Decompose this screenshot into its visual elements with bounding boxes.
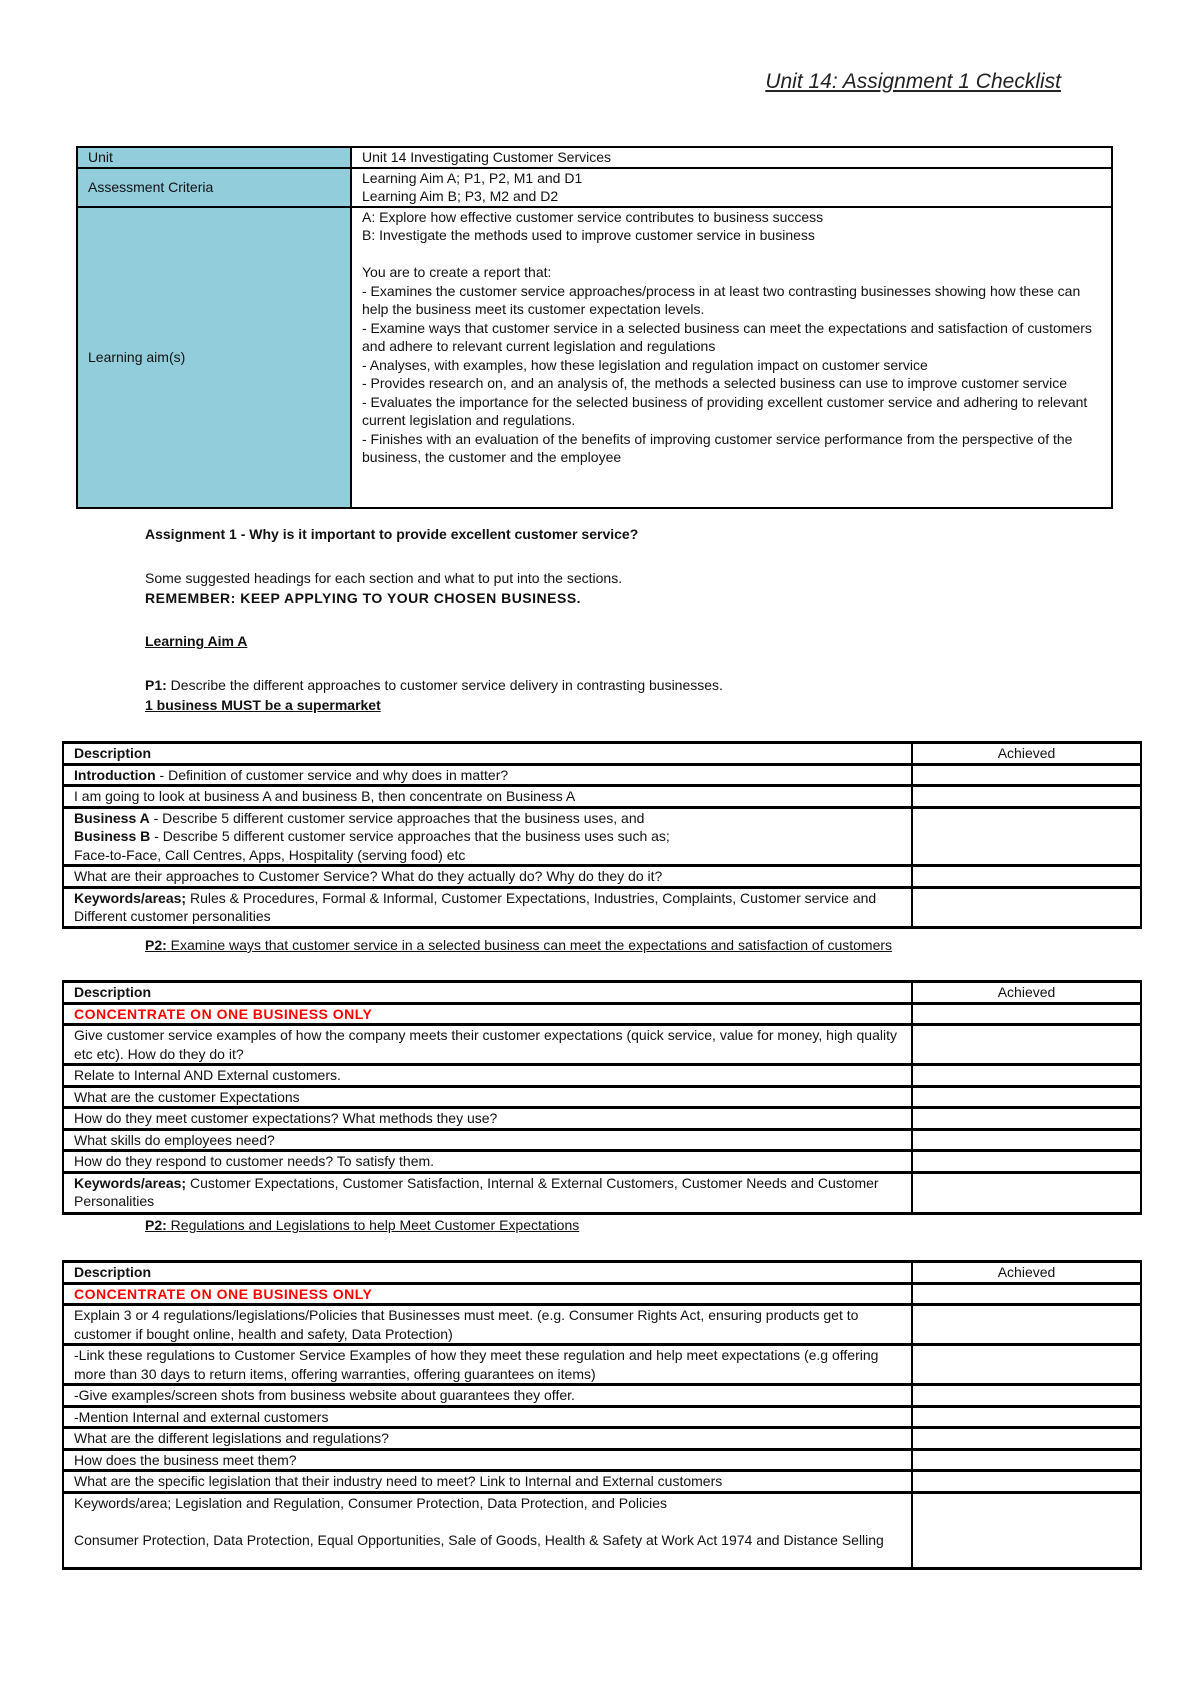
table-row <box>63 1086 1141 1108</box>
row-text: How does the business meet them? <box>74 1451 297 1468</box>
table-row <box>63 1345 1141 1385</box>
achieved-checkbox-cell[interactable] <box>912 866 1141 888</box>
row-text: Relate to Internal AND External customers. <box>74 1067 341 1083</box>
achieved-checkbox-cell[interactable] <box>912 1151 1141 1173</box>
achieved-header: Achieved <box>912 982 1141 1004</box>
row-description <box>63 1108 912 1130</box>
row-text: Keywords/area; Legislation and Regulation, Consumer Protection, Data Protection, and Policies Consumer Protection, Data Protection, Equal Opportunities, Sale of Goods, Health & Safety at Work Act 1974 and Distance Selling <box>74 1494 884 1548</box>
table-header-row <box>63 982 1141 1004</box>
remember-text: REMEMBER: KEEP APPLYING TO YOUR CHOSEN BUSINESS. <box>145 590 582 606</box>
row-bold-label: Keywords/areas; <box>74 889 187 906</box>
aims-line <box>362 245 1101 264</box>
table-row <box>63 1385 1141 1407</box>
row-text: - Definition of customer service and why does in matter? <box>155 766 509 783</box>
row-text: - Describe 5 different customer service approaches that the business uses, and <box>153 809 645 826</box>
row-description <box>63 1345 912 1385</box>
row-text: How do they respond to customer needs? To satisfy them. <box>74 1153 435 1169</box>
row-text: What are their approaches to Customer Service? What do they actually do? Why do they do it? <box>74 868 663 884</box>
aims-line: - Evaluates the importance for the selected business of providing excellent customer service and adhering to relevant current legislation and regulations. <box>362 393 1088 428</box>
unit-value: Unit 14 Investigating Customer Services <box>351 147 1112 168</box>
row-text: How do they meet customer expectations? What methods they use? <box>74 1110 498 1126</box>
p2-regulations-heading <box>145 1216 579 1235</box>
unit-row <box>77 147 1112 168</box>
criteria-label: Assessment Criteria <box>77 168 351 207</box>
row-text: Give customer service examples of how the company meets their customer expectations (quick service, value for money, high quality etc etc). How do they do it? <box>74 1027 897 1062</box>
table-row <box>63 1129 1141 1151</box>
row-text: What are the different legislations and regulations? <box>74 1430 389 1446</box>
criteria-row <box>77 168 1112 207</box>
aims-row <box>77 207 1112 508</box>
unit-info-table <box>76 146 1113 509</box>
row-text: Customer Expectations, Customer Satisfaction, Internal & External Customers, Customer Needs and Customer Personalities <box>74 1174 879 1209</box>
p2-heading <box>145 936 892 955</box>
table-row <box>63 1172 1141 1213</box>
achieved-header: Achieved <box>912 743 1141 765</box>
row-text: Rules & Procedures, Formal & Informal, Customer Expectations, Industries, Complaints, Customer service and Different customer personalities <box>74 889 877 924</box>
assignment-heading-bold: Assignment 1 <box>145 526 237 542</box>
description-header: Description <box>63 1262 912 1284</box>
row-description <box>63 1283 912 1305</box>
row-description <box>63 1428 912 1450</box>
aims-line: A: Explore how effective customer service contributes to business success <box>362 208 824 225</box>
row-text: -Link these regulations to Customer Service Examples of how they meet these regulation and help meet expectations (e.g offering more than 30 days to return items, offering warranties, offering guarantees on items) <box>74 1347 879 1382</box>
achieved-checkbox-cell[interactable] <box>912 1406 1141 1428</box>
row-description <box>63 1065 912 1087</box>
row-description <box>63 1385 912 1407</box>
achieved-checkbox-cell[interactable] <box>912 1471 1141 1493</box>
table-row <box>63 1406 1141 1428</box>
achieved-checkbox-cell[interactable] <box>912 1129 1141 1151</box>
p2-regulations-table <box>62 1260 1142 1570</box>
table-row <box>63 1492 1141 1568</box>
table-row <box>63 1449 1141 1471</box>
p1-note: 1 business MUST be a supermarket <box>145 697 381 713</box>
table-row <box>63 1003 1141 1025</box>
unit-label: Unit <box>77 147 351 168</box>
achieved-checkbox-cell[interactable] <box>912 1492 1141 1568</box>
row-text: What are the customer Expectations <box>74 1088 300 1105</box>
criteria-line: Learning Aim B; P3, M2 and D2 <box>362 188 559 204</box>
achieved-checkbox-cell[interactable] <box>912 1003 1141 1025</box>
p2-checklist-table <box>62 980 1142 1215</box>
criteria-value <box>351 168 1112 207</box>
learning-aim-heading: Learning Aim A <box>145 633 248 649</box>
aims-line: - Provides research on, and an analysis of, the methods a selected business can use to improve customer service <box>362 375 1068 391</box>
aims-line: - Finishes with an evaluation of the benefits of improving customer service performance from the perspective of the business, the customer and the employee <box>362 430 1073 465</box>
row-description <box>63 807 912 866</box>
description-header: Description <box>63 982 912 1004</box>
row-description <box>63 1151 912 1173</box>
row-text: - Describe 5 different customer service approaches that the business uses such as; Face-to-Face, Call Centres, Apps, Hospitality (serving food) etc <box>74 828 670 863</box>
table-header-row <box>63 1262 1141 1284</box>
table-header-row <box>63 743 1141 765</box>
aims-line: - Analyses, with examples, how these legislation and regulation impact on customer service <box>362 356 928 373</box>
row-description <box>63 1305 912 1345</box>
assignment-heading <box>145 525 638 544</box>
page-title: Unit 14: Assignment 1 Checklist <box>765 70 1061 93</box>
achieved-checkbox-cell[interactable] <box>912 1305 1141 1345</box>
achieved-checkbox-cell[interactable] <box>912 786 1141 808</box>
row-description <box>63 1129 912 1151</box>
row-description <box>63 1003 912 1025</box>
row-bold-label: Introduction <box>74 766 156 783</box>
row-warning: CONCENTRATE ON ONE BUSINESS ONLY <box>74 1005 373 1022</box>
row-text: Explain 3 or 4 regulations/legislations/Policies that Businesses must meet. (e.g. Consumer Rights Act, ensuring products get to customer if bought online, health and safety, Data Protection) <box>74 1307 859 1342</box>
table-row <box>63 764 1141 786</box>
table-row <box>63 1025 1141 1065</box>
row-description <box>63 786 912 808</box>
achieved-checkbox-cell[interactable] <box>912 1025 1141 1065</box>
achieved-header: Achieved <box>912 1262 1141 1284</box>
table-row <box>63 786 1141 808</box>
achieved-checkbox-cell[interactable] <box>912 1385 1141 1407</box>
p2b-text: Regulations and Legislations to help Meet Customer Expectations <box>166 1217 580 1233</box>
row-text: What are the specific legislation that their industry need to meet? Link to Internal and External customers <box>74 1473 723 1489</box>
assignment-heading-question: - Why is it important to provide excellent customer service? <box>236 526 639 542</box>
table-row <box>63 807 1141 866</box>
aims-line: - Examine ways that customer service in a selected business can meet the expectations and satisfaction of customers and adhere to relevant current legislation and regulations <box>362 319 1092 354</box>
row-description <box>63 1471 912 1493</box>
criteria-line: Learning Aim A; P1, P2, M1 and D1 <box>362 169 583 186</box>
table-row <box>63 866 1141 888</box>
row-text: What skills do employees need? <box>74 1131 275 1148</box>
table-row <box>63 1065 1141 1087</box>
row-description <box>63 887 912 927</box>
achieved-checkbox-cell[interactable] <box>912 1172 1141 1213</box>
table-row <box>63 1471 1141 1493</box>
row-bold-label: Business B <box>74 828 151 844</box>
row-text: I am going to look at business A and business B, then concentrate on Business A <box>74 788 576 804</box>
table-row <box>63 887 1141 927</box>
p2-text: Examine ways that customer service in a selected business can meet the expectations and satisfaction of customers <box>166 937 893 953</box>
row-description <box>63 1492 912 1568</box>
p2b-label: P2: <box>145 1217 167 1233</box>
row-description <box>63 1406 912 1428</box>
row-description <box>63 1086 912 1108</box>
achieved-checkbox-cell[interactable] <box>912 1283 1141 1305</box>
table-row <box>63 1305 1141 1345</box>
table-row <box>63 1428 1141 1450</box>
aims-line: - Examines the customer service approaches/process in at least two contrasting businesses showing how these can help the business meet its customer expectation levels. <box>362 282 1081 317</box>
aims-line: You are to create a report that: <box>362 264 552 280</box>
table-row <box>63 1283 1141 1305</box>
achieved-checkbox-cell[interactable] <box>912 764 1141 786</box>
p1-text: Describe the different approaches to customer service delivery in contrasting businesses. <box>166 677 723 693</box>
achieved-checkbox-cell[interactable] <box>912 1428 1141 1450</box>
aims-value <box>351 207 1112 508</box>
row-bold-label: Business A <box>74 809 150 826</box>
row-description <box>63 1449 912 1471</box>
row-description <box>63 866 912 888</box>
achieved-checkbox-cell[interactable] <box>912 1345 1141 1385</box>
suggested-text: Some suggested headings for each section and what to put into the sections. <box>145 570 623 586</box>
achieved-checkbox-cell[interactable] <box>912 1108 1141 1130</box>
achieved-checkbox-cell[interactable] <box>912 887 1141 927</box>
aims-line: B: Investigate the methods used to improve customer service in business <box>362 227 815 243</box>
row-bold-label: Keywords/areas; <box>74 1174 187 1191</box>
row-text: -Mention Internal and external customers <box>74 1408 329 1425</box>
row-text: -Give examples/screen shots from business website about guarantees they offer. <box>74 1387 575 1403</box>
table-row <box>63 1151 1141 1173</box>
aims-label: Learning aim(s) <box>77 207 351 508</box>
p1-label: P1: <box>145 677 167 693</box>
row-warning: CONCENTRATE ON ONE BUSINESS ONLY <box>74 1285 373 1302</box>
p2-label: P2: <box>145 937 167 953</box>
p1-heading <box>145 676 723 695</box>
row-description <box>63 1025 912 1065</box>
achieved-checkbox-cell[interactable] <box>912 1065 1141 1087</box>
p1-checklist-table <box>62 741 1142 929</box>
row-description <box>63 1172 912 1213</box>
achieved-checkbox-cell[interactable] <box>912 1086 1141 1108</box>
table-row <box>63 1108 1141 1130</box>
description-header: Description <box>63 743 912 765</box>
achieved-checkbox-cell[interactable] <box>912 1449 1141 1471</box>
row-description <box>63 764 912 786</box>
achieved-checkbox-cell[interactable] <box>912 807 1141 866</box>
